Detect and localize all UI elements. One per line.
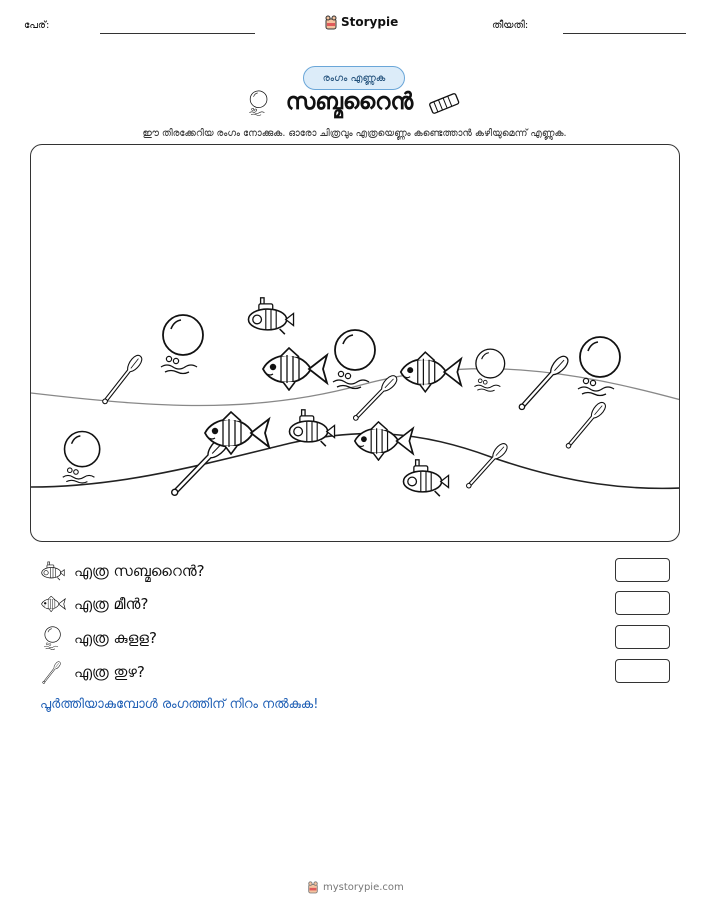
date-label: തീയതി: [492,20,529,31]
color-instruction: പൂർത്തിയാകുമ്പോൾ രംഗത്തിന് നിറം നൽകുക! [40,697,319,712]
scene-drawing [31,145,680,542]
bubble-icon [248,90,270,116]
page-title [0,89,709,116]
question-row-submarine [40,558,670,584]
submarine[interactable] [403,460,448,496]
storypie-mascot-icon [324,14,338,30]
fish[interactable] [263,348,327,390]
counting-scene [30,144,680,542]
oar[interactable] [464,441,510,490]
brand-name: Storypie [341,15,399,29]
oar-icon [40,658,66,686]
answer-box-submarine[interactable] [615,558,670,582]
date-line[interactable] [563,33,686,34]
question-row-fish [40,591,670,617]
site-url[interactable]: mystorypie.com [323,881,404,893]
bubble[interactable] [63,431,100,482]
question-text: എത്ര സബ്മറൈൻ? [74,562,205,580]
name-line[interactable] [100,33,255,34]
answer-box-fish[interactable] [615,591,670,615]
answer-box-oar[interactable] [615,659,670,683]
oar[interactable] [563,400,607,450]
bubble[interactable] [333,330,375,389]
instructions: ഈ തിരക്കേറിയ രംഗം നോക്കുക. ഓരോ ചിത്രവും എത്രയെണ്ണം കണ്ടെത്താൻ കഴിയുമെന്ന് എണ്ണുക. [142,128,567,139]
submarine[interactable] [289,410,334,446]
fish[interactable] [401,352,461,392]
oar[interactable] [516,354,571,413]
brand-logo [324,14,398,30]
title-text: സബ്മറൈൻ [285,89,414,115]
bubble-icon [40,626,66,650]
question-text: എത്ര തുഴ? [74,663,145,681]
storypie-mascot-icon [307,880,319,894]
question-text: എത്ര മീൻ? [74,595,149,613]
answer-box-bubble[interactable] [615,625,670,649]
bubble[interactable] [578,337,620,396]
submarine-hull-icon [427,92,461,114]
oar[interactable] [100,353,144,406]
activity-badge: രംഗം എണ്ണുക [303,66,405,90]
bubble[interactable] [474,349,504,391]
site-footer [307,880,404,894]
submarine-icon [40,560,66,582]
question-text: എത്ര കുളള? [74,629,157,647]
name-label: പേര്: [24,20,50,31]
question-row-bubble [40,625,670,651]
fish-icon [40,594,66,614]
bubble[interactable] [161,315,203,374]
submarine[interactable] [248,298,293,334]
question-row-oar [40,659,670,685]
fish[interactable] [355,422,413,460]
